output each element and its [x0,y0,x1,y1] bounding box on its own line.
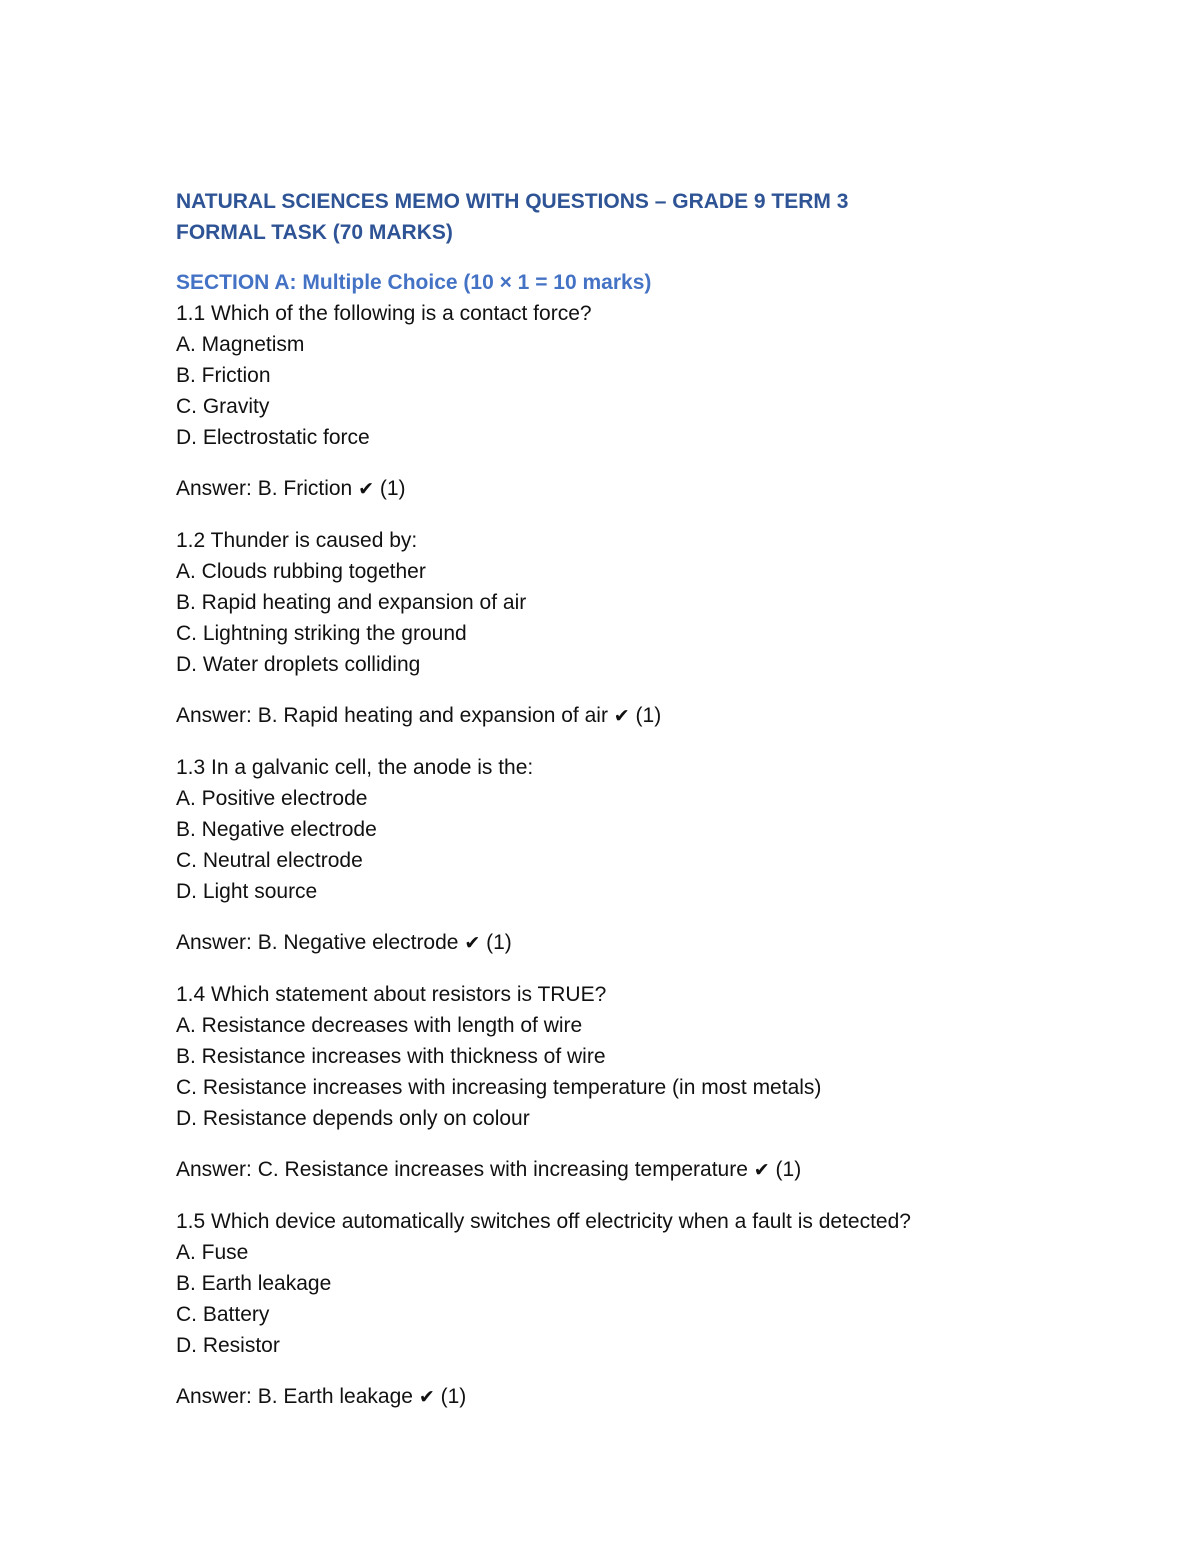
option-d: D. Light source [176,880,318,903]
option-c: C. Battery [176,1303,270,1326]
document-page [176,186,1136,1433]
answer-text: Answer: B. Earth leakage [176,1385,413,1408]
option-b: B. Negative electrode [176,818,377,841]
option-d: D. Water droplets colliding [176,653,421,676]
option-a: A. Magnetism [176,333,305,356]
section-a-heading: SECTION A: Multiple Choice (10 × 1 = 10 marks) [176,271,652,294]
question-stem: 1.5 Which device automatically switches off electricity when a fault is detected? [176,1210,911,1233]
question-stem: 1.2 Thunder is caused by: [176,529,418,552]
option-b: B. Earth leakage [176,1272,332,1295]
question-1-1 [176,298,1136,453]
answer-text: Answer: C. Resistance increases with increasing temperature [176,1158,748,1181]
document-title-line-2: FORMAL TASK (70 MARKS) [176,221,453,244]
option-b: B. Rapid heating and expansion of air [176,591,527,614]
option-a: A. Resistance decreases with length of wire [176,1014,583,1037]
question-1-3 [176,752,1136,907]
question-stem: 1.3 In a galvanic cell, the anode is the: [176,756,534,779]
option-c: C. Neutral electrode [176,849,363,872]
check-icon: ✔ [358,478,374,500]
option-d: D. Resistor [176,1334,280,1357]
answer-1-3 [176,927,1136,959]
option-c: C. Resistance increases with increasing temperature (in most metals) [176,1076,822,1099]
option-b: B. Resistance increases with thickness of wire [176,1045,606,1068]
answer-1-4 [176,1154,1136,1186]
option-b: B. Friction [176,364,271,387]
check-icon: ✔ [418,1386,435,1408]
answer-mark: (1) [440,1385,467,1408]
option-a: A. Fuse [176,1241,249,1264]
option-d: D. Resistance depends only on colour [176,1107,530,1130]
check-icon: ✔ [613,705,630,727]
answer-text: Answer: B. Rapid heating and expansion of air [176,704,608,727]
check-icon: ✔ [464,932,481,954]
check-icon: ✔ [753,1159,770,1181]
answer-mark: (1) [775,1158,802,1181]
option-c: C. Gravity [176,395,270,418]
answer-mark: (1) [486,931,512,954]
document-title [176,186,1136,248]
document-title-line-1: NATURAL SCIENCES MEMO WITH QUESTIONS – GRADE 9 TERM 3 [176,190,849,213]
question-1-4 [176,979,1136,1134]
question-1-5 [176,1206,1136,1361]
option-d: D. Electrostatic force [176,426,370,449]
answer-text: Answer: B. Friction [176,477,353,500]
question-1-2 [176,525,1136,680]
question-stem: 1.1 Which of the following is a contact force? [176,302,592,325]
question-stem: 1.4 Which statement about resistors is TRUE? [176,983,607,1006]
answer-text: Answer: B. Negative electrode [176,931,459,954]
option-a: A. Clouds rubbing together [176,560,426,583]
answer-1-2 [176,700,1136,732]
answer-1-5 [176,1381,1136,1413]
answer-mark: (1) [635,704,662,727]
option-a: A. Positive electrode [176,787,368,810]
option-c: C. Lightning striking the ground [176,622,467,645]
answer-1-1 [176,473,1136,505]
answer-mark: (1) [379,477,406,500]
